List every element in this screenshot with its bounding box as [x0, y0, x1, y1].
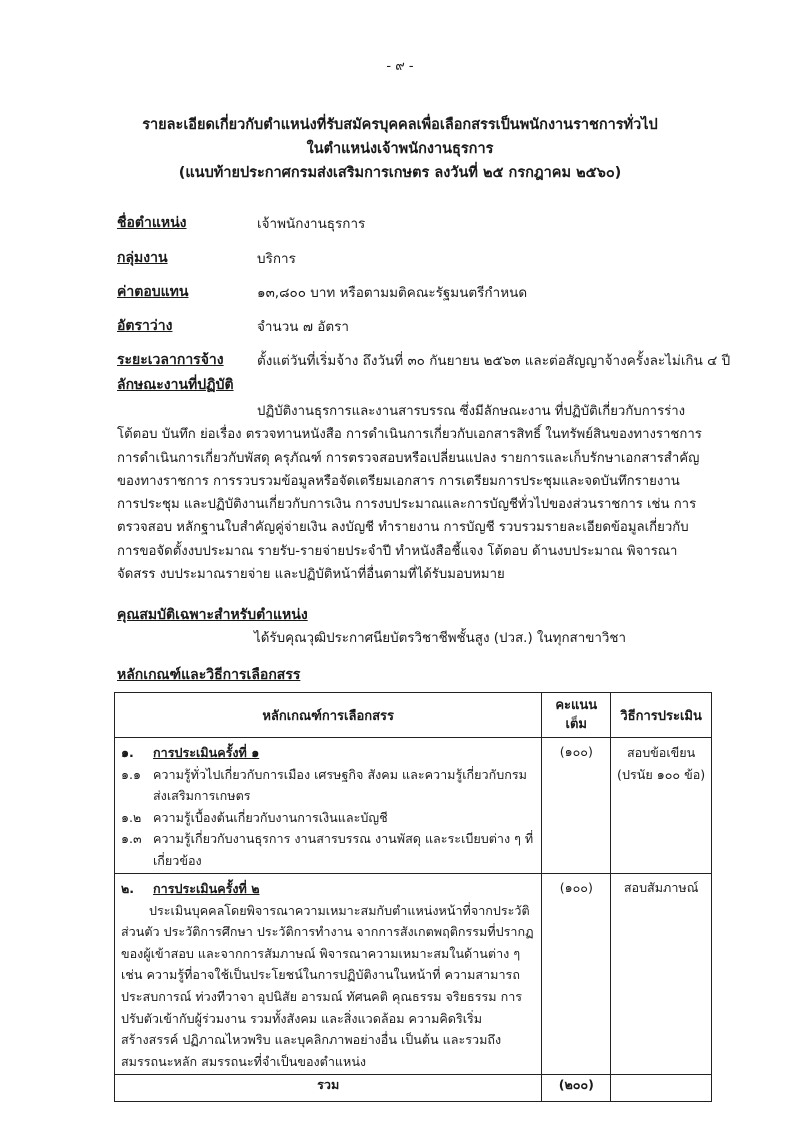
item-text: ความรู้เบื้องต้นเกี่ยวกับงานการเงินและบัญชี — [153, 809, 388, 825]
total-label: รวม — [115, 1075, 542, 1102]
duties-text: ปฏิบัติงานธุรการและงานสารบรรณ ซึ่งมีลักษณะงาน ที่ปฏิบัติเกี่ยวกับการร่าง โต้ตอบ บันทึก ย่อเรื่อง ตรวจทานหนังสือ การดำเนินการเกี่ยวกับเอกสารสิทธิ์ ในทรัพย์สินของทางราชการ การดำเนินการเกี่ยวกับพัสดุ ครุภัณฑ์ การตรวจสอบหรือเปลี่ยนแปลง รายการและเก็บรักษาเอกสารสำคัญของทางราชการ การรวบรวมข้อมูลหรือจัดเตรียมเอกสาร การเตรียมการประชุมและจดบันทึกรายงานการประชุม และปฏิบัติงานเกี่ยวกับการเงิน การงบประมาณและการบัญชีทั่วไปของส่วนราชการ เช่น การตรวจสอบ หลักฐานใบสำคัญคู่จ่ายเงิน ลงบัญชี ทำรายงาน การบัญชี รวบรวมรายละเอียดข้อมูลเกี่ยวกับการขอจัดตั้งงบประมาณ รายรับ-รายจ่ายประจำปี ทำหนังสือชี้แจง โต้ตอบ ด้านงบประมาณ พิจารณาจัดสรร งบประมาณรายจ่าย และปฏิบัติหน้าที่อื่นตามที่ได้รับมอบหมาย — [117, 404, 702, 583]
full-score-label: คะแนน เต็ม — [555, 698, 598, 732]
method-line-1: สอบข้อเขียน — [626, 745, 696, 760]
field-label-work-group: กลุ่มงาน — [117, 250, 168, 266]
criteria-heading: หลักเกณฑ์และวิธีการเลือกสรร — [117, 667, 301, 683]
section-title-text: การประเมินครั้งที่ ๑ — [153, 745, 260, 760]
item-number: ๑.๒ — [121, 809, 142, 825]
score-cell — [542, 738, 611, 874]
item-text: ความรู้ทั่วไปเกี่ยวกับการเมือง เศรษฐกิจ สังคม และความรู้เกี่ยวกับกรมส่งเสริมการเกษตร — [153, 766, 527, 803]
method-line-1: สอบสัมภาษณ์ — [623, 880, 699, 895]
table-row — [115, 738, 712, 874]
method-line-2: (ปรนัย ๑๐๐ ข้อ) — [617, 767, 706, 782]
criteria-cell — [115, 874, 542, 1075]
document-title-line-2: ในตำแหน่งเจ้าพนักงานธุรการ — [306, 141, 494, 157]
document-title-line-1: รายละเอียดเกี่ยวกับตำแหน่งที่รับสมัครบุคคลเพื่อเลือกสรรเป็นพนักงานราชการทั่วไป — [142, 117, 658, 133]
field-value-employment-period: ตั้งแต่วันที่เริ่มจ้าง ถึงวันที่ ๓๐ กันยายน ๒๕๖๓ และต่อสัญญาจ้างครั้งละไม่เกิน ๔ ปี — [257, 353, 731, 369]
criteria-table — [114, 692, 712, 1102]
column-header-criteria: หลักเกณฑ์การเลือกสรร — [115, 693, 542, 738]
section-title — [121, 878, 535, 900]
score-value: (๑๐๐) — [559, 880, 593, 895]
section-title — [121, 742, 535, 764]
field-label-compensation: ค่าตอบแทน — [117, 284, 189, 300]
item-text: ความรู้เกี่ยวกับงานธุรการ งานสารบรรณ งานพัสดุ และระเบียบต่าง ๆ ที่เกี่ยวข้อง — [153, 831, 534, 868]
total-method-empty — [611, 1075, 712, 1102]
section-number: ๒. — [121, 881, 135, 896]
page-number: - ๙ - — [386, 59, 414, 74]
field-value-compensation: ๑๓,๘๐๐ บาท หรือตามมติคณะรัฐมนตรีกำหนด — [257, 285, 528, 301]
score-cell — [542, 874, 611, 1075]
field-value-position-name: เจ้าพนักงานธุรการ — [257, 216, 366, 232]
section-title-text: การประเมินครั้งที่ ๒ — [153, 881, 260, 896]
item-number: ๑.๓ — [121, 831, 142, 846]
item-number: ๑.๑ — [121, 766, 141, 782]
list-item — [121, 807, 535, 829]
document-title-line-3: (แนบท้ายประกาศกรมส่งเสริมการเกษตร ลงวันที่ ๒๕ กรกฎาคม ๒๕๖๐) — [178, 165, 622, 181]
method-cell — [611, 874, 712, 1075]
column-header-full-score — [542, 693, 611, 738]
field-label-position-name: ชื่อตำแหน่ง — [117, 215, 187, 231]
field-value-work-group: บริการ — [257, 251, 296, 267]
qualification-heading: คุณสมบัติเฉพาะสำหรับตำแหน่ง — [117, 607, 308, 623]
criteria-cell — [115, 738, 542, 874]
total-row — [115, 1075, 712, 1102]
duties-paragraph — [117, 400, 702, 586]
method-cell — [611, 738, 712, 874]
list-item — [121, 764, 535, 807]
column-header-method: วิธีการประเมิน — [611, 693, 712, 738]
field-value-vacancies: จำนวน ๗ อัตรา — [257, 319, 349, 335]
field-label-vacancies: อัตราว่าง — [117, 318, 173, 334]
section-description: ประเมินบุคคลโดยพิจารณาความเหมาะสมกับตำแหน่งหน้าที่จากประวัติส่วนตัว ประวัติการศึกษา ประวัติการทำงาน จากการสังเกตพฤติกรรมที่ปรากฏของผู้เข้าสอบ และจากการสัมภาษณ์ พิจารณาความเหมาะสมในด้านต่าง ๆ เช่น ความรู้ที่อาจใช้เป็นประโยชน์ในการปฏิบัติงานในหน้าที่ ความสามารถ ประสบการณ์ ท่วงทีวาจา อุปนิสัย อารมณ์ ทัศนคติ คุณธรรม จริยธรรม การปรับตัวเข้ากับผู้ร่วมงาน รวมทั้งสังคม และสิ่งแวดล้อม ความคิดริเริ่มสร้างสรรค์ ปฏิภาณไหวพริบ และบุคลิกภาพอย่างอื่น เป็นต้น และรวมถึงสมรรถนะหลัก สมรรถนะที่จำเป็นของตำแหน่ง — [121, 902, 534, 1069]
field-label-employment-period: ระยะเวลาการจ้าง — [117, 352, 224, 368]
list-item — [121, 828, 535, 871]
total-score: (๒๐๐) — [542, 1075, 611, 1102]
duties-heading: ลักษณะงานที่ปฏิบัติ — [117, 377, 234, 393]
score-value: (๑๐๐) — [559, 744, 593, 759]
section-number: ๑. — [121, 745, 134, 760]
qualification-text: ได้รับคุณวุฒิประกาศนียบัตรวิชาชีพชั้นสูง (ปวส.) ในทุกสาขาวิชา — [254, 631, 627, 646]
criteria-table-header — [115, 693, 712, 738]
table-row — [115, 874, 712, 1075]
